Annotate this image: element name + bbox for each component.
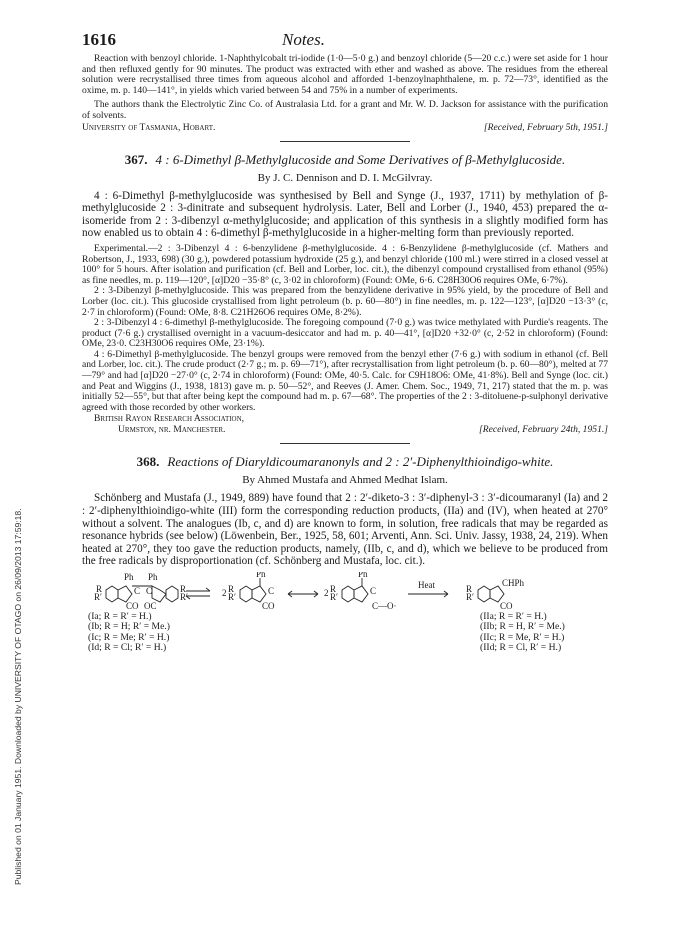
- phenyl-label-1: Ph: [124, 572, 134, 582]
- phenyl-label-3: Ph: [256, 572, 266, 579]
- r-label-2: R: [180, 584, 187, 594]
- compound-Ic: (Ic; R = Me; R′ = H.): [88, 631, 170, 643]
- carbon-label-2: C: [146, 586, 153, 596]
- carbonyl-label-2: OC: [144, 601, 157, 610]
- prev-acknowledgement: The authors thank the Electrolytic Zinc Co. of Australasia Ltd. for a grant and Mr. W. D. Jackson for assistance with the purification of solvents.: [82, 99, 608, 121]
- page-header: [82, 30, 608, 54]
- compound-Ia: (Ia; R = R′ = H.): [88, 611, 152, 622]
- prev-affiliation-row: [82, 122, 608, 133]
- carbon-label-4: C: [370, 586, 377, 596]
- article-368-number: 368.: [136, 454, 160, 470]
- article-367-experimental-2: 2 : 3-Dibenzyl β-methylglucoside. This was prepared from the benzylidene derivative in 95% yield, by the procedure of Bell and Lorber (loc. cit.). This glucoside crystallised from light petroleum (b. p. 60—80°) in fine needles, m. p. 122—123°, [α]D20 −13·3° (c, 2·7 in chloroform) (Found: OMe, 8·8. C21H26O6 requires OMe, 8·2%).: [82, 285, 608, 318]
- article-367-affiliation-row: [82, 424, 608, 435]
- r-label-5: R: [466, 584, 473, 594]
- article-367-number: 367.: [124, 151, 148, 167]
- article-367-experimental-1: Experimental.—2 : 3-Dibenzyl 4 : 6-benzylidene β-methylglucoside. 4 : 6-Benzylidene β-methylglucoside (cf. Mathers and Robertson, J., 1933, 698) (30 g.), powdered potassium hydroxide (25 g.), and benzyl chloride (100 ml.) were stirred in a closed vessel at 100° for 5 hours. After isolation and purification (cf. Bell and Lorber, loc. cit.), the dibenzyl compound crystallised from ethanol (95%) as fine needles, m. p. 119—120°, [α]D20 −35·8° (c, 3·02 in chloroform) (Found: OMe, 6·6. C28H30O6 requires OMe, 6·7%).: [82, 242, 608, 286]
- article-367-experimental-3: 2 : 3-Dibenzyl 4 : 6-dimethyl β-methylglucoside. The foregoing compound (7·0 g.) was twice methylated with Purdie's reagents. The product (7·6 g.) crystallised overnight in a vacuum-desiccator and had m. p. 40—41°, [α]D20 +32·0° (c, 2·52 in chloroform) (Found: OMe, 23·0. C23H30O6 requires OMe, 23·1%).: [82, 317, 608, 350]
- heat-label: Heat: [418, 580, 435, 590]
- watermark-text: Published on 01 January 1951. Downloaded by UNIVERSITY OF OTAGO on 26/09/2013 17:59:18.: [13, 508, 23, 885]
- carbonyl-label-1: CO: [126, 601, 139, 610]
- article-368-title: 368. Reactions of Diaryldicoumaranonyls and 2 : 2′-Diphenylthioindigo-white.: [136, 454, 554, 470]
- prev-received: [Received, February 5th, 1951.]: [483, 121, 608, 133]
- article-367-title: 367. 4 : 6-Dimethyl β-Methylglucoside and Some Derivatives of β-Methylglucoside.: [124, 151, 566, 167]
- page-number: 1616: [82, 30, 116, 49]
- article-367-affiliation-1: British Rayon Research Association,: [94, 413, 245, 425]
- coefficient-1: 2: [222, 588, 227, 598]
- compound-IIc: (IIc; R = Me, R′ = H.): [480, 631, 565, 643]
- phenyl-label-4: Ph: [358, 572, 368, 579]
- compound-IIa: (IIa; R = R′ = H.): [480, 611, 547, 622]
- r-label-1: R: [96, 584, 103, 594]
- r-prime-label-1: R′: [94, 592, 102, 602]
- svg-text:C—O·: C—O·: [372, 601, 397, 610]
- running-title: Notes.: [282, 30, 325, 49]
- r-label-4: R: [330, 584, 337, 594]
- carbon-label-3: C: [268, 586, 275, 596]
- compound-IIb: (IIb; R = H, R′ = Me.): [480, 621, 565, 633]
- article-367-affiliation-2: Urmston, nr. Manchester.: [118, 424, 226, 436]
- prev-affiliation: University of Tasmania, Hobart.: [82, 121, 216, 133]
- compound-Id: (Id; R = Cl; R′ = H.): [88, 642, 167, 654]
- article-368-authors: By Ahmed Mustafa and Ahmed Medhat Islam.: [242, 474, 448, 487]
- article-367-authors: By J. C. Dennison and D. I. McGilvray.: [257, 171, 433, 184]
- download-watermark: [2, 90, 23, 890]
- carbonyl-label-4: CO: [500, 601, 513, 610]
- benzyl-label: CHPh: [502, 578, 525, 588]
- prev-paragraph-1: Reaction with benzoyl chloride. 1-Naphthylcobalt tri-iodide (1·0—5·0 g.) and benzoyl chloride (5—20 c.c.) were set aside for 1 hour and then refluxed gently for 90 minutes. The product was extracted with ether and washed as above. The residues from the ethereal solution were recrystallised three times from aqueous alcohol and afforded 1-benzoylnaphthalene, m. p. 72—73°, identified as the oxime, m. p. 140—141°, in yields which varied between 54 and 75% in a number of experiments.: [82, 53, 608, 96]
- article-367-received: [Received, February 24th, 1951.]: [479, 424, 608, 436]
- r-prime-label-5: R′: [466, 592, 474, 602]
- article-367-experimental-4: 4 : 6-Dimethyl β-methylglucoside. The benzyl groups were removed from the benzyl ether (7·6 g.) with sodium in ethanol (cf. Bell and Lorber, loc. cit.). The crude product (2·7 g.; m. p. 69—71°), after recrystallisation from light petroleum (b. p. 60—80°), melted at 77—79° and had [α]D20 −27·0° (c, 2·74 in chloroform) (Found: OMe, 40·5. Calc. for C9H18O6: OMe, 41·8%). Bell and Synge (loc. cit.) and Peat and Wiggins (J., 1938, 1813) gave m. p. 50—52°, and Reeves (J. Amer. Chem. Soc., 1949, 71, 217) stated that the m. p. was initially 52—55°, but that after being kept the compound had m. p. 67—68°. The properties of the 2 : 3-ditoluene-p-sulphonyl derivative agreed with those recorded by other workers.: [82, 348, 608, 413]
- reaction-scheme-drawing: [82, 572, 608, 610]
- article-367-intro: 4 : 6-Dimethyl β-methylglucoside was synthesised by Bell and Synge (J., 1937, 1711) by methylation of β-methylglucoside 2 : 3-dinitrate and subsequent hydrolysis. Later, Bell and Lorber (J., 1940, 453) prepared the α-isomeride from 2 : 3-dibenzyl α-methylglucoside; and application of this synthesis in a slightly modified form has now enabled us to obtain 4 : 6-dimethyl β-methylglucoside in a higher-melting form than previously reported.: [82, 189, 608, 240]
- compound-Ib: (Ib; R = H; R′ = Me.): [88, 621, 170, 633]
- journal-page: [82, 30, 608, 652]
- carbon-label-1: C: [134, 586, 141, 596]
- reaction-scheme: [82, 572, 608, 652]
- r-prime-label-2: R′: [180, 592, 188, 602]
- r-prime-label-4: R′: [330, 592, 338, 602]
- phenyl-label-2: Ph: [148, 572, 158, 582]
- r-label-3: R: [228, 584, 235, 594]
- r-prime-label-3: R′: [228, 592, 236, 602]
- article-368-body: Schönberg and Mustafa (J., 1949, 889) have found that 2 : 2′-diketo-3 : 3′-diphenyl-3 : 3′-dicoumaranyl (Ia) and 2 : 2′-diphenylthioindigo-white (III) form the corresponding reduction products, (IIa) and (IV), when heated at 270° without a solvent. The analogues (Ib, c, and d) are known to form, in solution, free radicals that may be regarded as resonance hybrids (see below) (Löwenbein, Ber., 1925, 58, 601; Arventi, Ann. Sci. Univ. Jassy, 1938, 24, 219). When heated at 270°, they too gave the reduction products, namely, (IIb, c, and d), which we believe to be produced from the free radicals by disproportionation (cf. Schönberg and Mustafa, loc. cit.).: [82, 492, 608, 568]
- carbonyl-label-3: CO: [262, 601, 275, 610]
- section-divider: [280, 141, 410, 142]
- coefficient-2: 2: [324, 588, 329, 598]
- compound-IId: (IId; R = Cl, R′ = H.): [480, 642, 562, 654]
- section-divider-2: [280, 443, 410, 444]
- compound-list-left: [88, 612, 170, 654]
- compound-list-right: [480, 612, 565, 654]
